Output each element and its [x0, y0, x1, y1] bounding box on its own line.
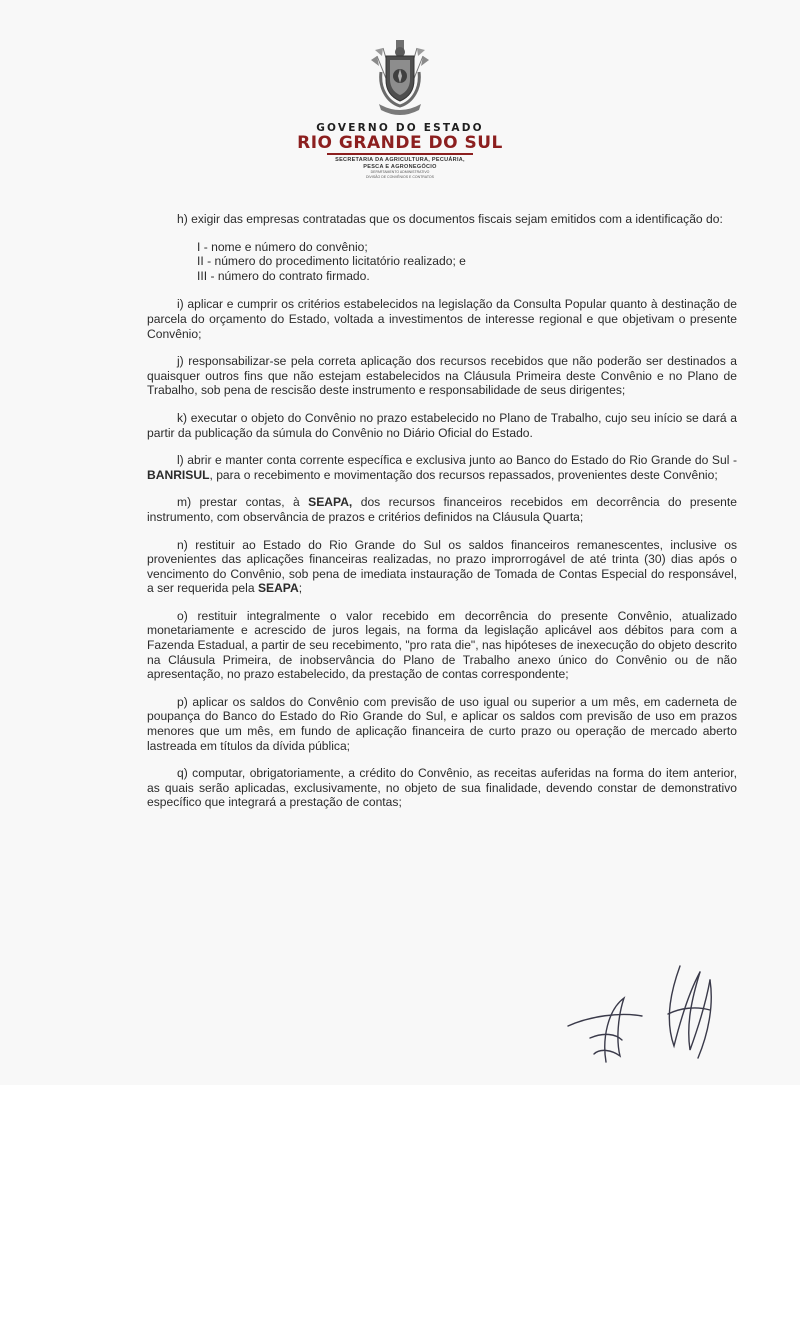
list-item: III - número do contrato firmado. [197, 268, 370, 283]
list-item: I - nome e número do convênio; [197, 239, 368, 254]
clause-j: j) responsabilizar-se pela correta aplicação dos recursos recebidos que não poderão ser destinados a quaisquer outros fins que não estejam estabelecidos na Cláusula Primeira deste Convênio e no Plano de Trabalho, sob pena de rescisão deste instrumento e responsabilidade de seus dirigentes; [147, 354, 737, 398]
clause-k: k) executar o objeto do Convênio no prazo estabelecido no Plano de Trabalho, cujo seu início se dará a partir da publicação da súmula do Convênio no Diário Oficial do Estado. [147, 410, 737, 440]
secretariat-line-2: PESCA E AGRONEGÓCIO [363, 163, 437, 170]
clause-q: q) computar, obrigatoriamente, a crédito do Convênio, as receitas auferidas na forma do item anterior, as quais serão aplicadas, exclusivamente, no objeto de sua finalidade, devendo constar de demonstrativo específico que integrará a prestação de contas; [147, 766, 737, 810]
department-line-1: DEPARTAMENTO ADMINISTRATIVO [370, 170, 430, 174]
clause-o: o) restituir integralmente o valor recebido em decorrência do presente Convênio, atualizado monetariamente e acrescido de juros legais, na forma da legislação aplicável aos débitos para com a Fazenda Estadual, a partir de seu recebimento, "pro rata die", nas hipóteses de inexecução do objeto descrito na Cláusula Primeira, de inobservância do Plano de Trabalho anexo único do Convênio ou de não apresentação, no prazo estabelecido, da prestação de contas correspondente; [147, 608, 737, 682]
secretariat-line-1: SECRETARIA DA AGRICULTURA, PECUÁRIA, [335, 157, 465, 163]
clause-n: n) restituir ao Estado do Rio Grande do Sul os saldos financeiros remanescentes, inclusive os provenientes das aplicações financeiras realizadas, no prazo improrrogável de até trinta (30) dias após o vencimento do Convênio, sob pena de imediata instauração de Tomada de Contas Especial do responsável, a ser requerida pela SEAPA; [147, 537, 737, 596]
department-line-2: DIVISÃO DE CONVÊNIOS E CONTRATOS [366, 174, 434, 179]
clause-l: l) abrir e manter conta corrente específica e exclusiva junto ao Banco do Estado do Rio Grande do Sul - BANRISUL, para o recebimento e movimentação dos recursos repassados, provenientes deste Convênio; [147, 453, 737, 482]
clause-m: m) prestar contas, à SEAPA, dos recursos financeiros recebidos em decorrência do presente instrumento, com observância de prazos e critérios definidos na Cláusula Quarta; [147, 495, 737, 524]
clause-h-list [197, 240, 737, 284]
government-label: GOVERNO DO ESTADO [316, 122, 484, 134]
agency-name: SEAPA, [308, 495, 353, 510]
document-body [147, 212, 737, 810]
clause-p: p) aplicar os saldos do Convênio com previsão de uso igual ou superior a um mês, em caderneta de poupança do Banco do Estado do Rio Grande do Sul, e aplicar os saldos com previsão de uso em prazos menores que um mês, em fundo de aplicação financeira de curto prazo ou operação de mercado aberto lastreada em títulos da dívida pública; [147, 694, 737, 753]
bank-name: BANRISUL [147, 467, 210, 482]
header-divider [327, 153, 473, 155]
state-name: RIO GRANDE DO SUL [297, 133, 503, 153]
clause-h: h) exigir das empresas contratadas que os documentos fiscais sejam emitidos com a identificação do: [177, 212, 723, 226]
list-item: II - número do procedimento licitatório realizado; e [197, 254, 466, 269]
state-coat-of-arms-icon [369, 38, 431, 118]
letterhead [0, 38, 800, 179]
agency-name: SEAPA [257, 581, 299, 596]
handwritten-signatures-icon [560, 958, 750, 1068]
clause-i: i) aplicar e cumprir os critérios estabelecidos na legislação da Consulta Popular quanto à destinação de parcela do orçamento do Estado, voltada a investimentos de interesse regional e que objetivam o presente Convênio; [147, 297, 737, 341]
